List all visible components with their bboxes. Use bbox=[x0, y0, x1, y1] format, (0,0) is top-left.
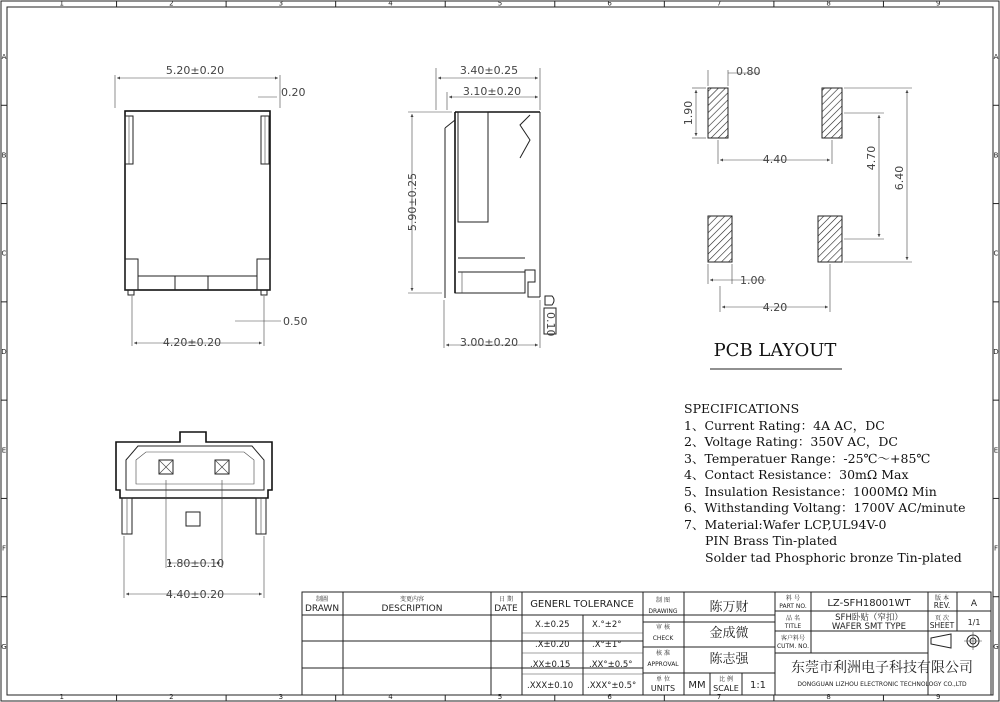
tolerance-angular: .XX°±0.5° bbox=[589, 660, 633, 670]
pcb-bottom-span-dim: 4.20 bbox=[762, 301, 788, 314]
drawn-label-cn: 制圖 bbox=[315, 596, 329, 603]
frame-col-label: 6 bbox=[607, 693, 612, 701]
frame-row-label: B bbox=[993, 151, 999, 160]
pcb-pad-height-dim: 1.90 bbox=[682, 100, 695, 126]
tolerance-angular: .XXX°±0.5° bbox=[587, 681, 637, 691]
pcb-pad-width-dim: 0.80 bbox=[736, 65, 761, 78]
side-thickness-dim: 0.10 bbox=[544, 312, 557, 337]
customer-no-label: CUTM. NO. bbox=[776, 643, 810, 650]
spec-heading: SPECIFICATIONS bbox=[684, 401, 800, 416]
company-name-en: DONGGUAN LIZHOU ELECTRONIC TECHNOLOGY CO.,LTD bbox=[797, 681, 967, 688]
approval-name: 陈志强 bbox=[709, 652, 749, 667]
frame-col-label: 4 bbox=[388, 693, 393, 701]
spec-line: Solder tad Phosphoric bronze Tin-plated bbox=[705, 550, 962, 565]
product-title-en: WAFER SMT TYPE bbox=[831, 622, 907, 632]
check-label: CHECK bbox=[652, 635, 674, 642]
approval-label-cn: 核 准 bbox=[656, 650, 670, 657]
frame-row-label: E bbox=[1, 446, 7, 455]
frame-row-label: A bbox=[993, 53, 999, 62]
front-pin-span-dim: 4.20±0.20 bbox=[162, 336, 222, 349]
approval-label: APPROVAL bbox=[647, 661, 679, 668]
specifications bbox=[684, 401, 966, 565]
date-label-cn: 日 期 bbox=[499, 596, 513, 603]
frame-col-label: 9 bbox=[935, 693, 941, 701]
frame-col-label: 9 bbox=[935, 0, 941, 8]
description-label-cn: 变更内容 bbox=[399, 596, 425, 603]
rev-label-cn: 版 本 bbox=[935, 595, 949, 602]
frame-col-label: 2 bbox=[169, 693, 174, 701]
pcb-layout bbox=[682, 65, 912, 369]
sheet-label-cn: 页 次 bbox=[935, 615, 949, 622]
frame-col-label: 7 bbox=[716, 0, 722, 8]
units-label: UNITS bbox=[650, 684, 676, 693]
frame-row-label: G bbox=[993, 642, 999, 651]
tolerance-angular: X.°±2° bbox=[592, 620, 622, 630]
frame-col-label: 8 bbox=[826, 0, 831, 8]
pcb-small-pad-dim: 1.00 bbox=[740, 274, 765, 287]
frame-col-label: 2 bbox=[169, 0, 174, 8]
frame-col-label: 1 bbox=[59, 693, 65, 701]
title-label: TITLE bbox=[784, 623, 802, 630]
frame-row-label: A bbox=[1, 53, 7, 62]
projection-symbol-icon bbox=[931, 632, 982, 650]
frame-col-label: 3 bbox=[278, 0, 284, 8]
spec-line: 2、Voltage Rating：350V AC，DC bbox=[684, 434, 898, 449]
date-label: DATE bbox=[494, 604, 518, 614]
tolerance-linear: .X±0.20 bbox=[535, 640, 570, 650]
scale-label-cn: 比 例 bbox=[719, 676, 733, 683]
title-label-cn: 品 名 bbox=[786, 615, 800, 622]
spec-line: 5、Insulation Resistance：1000MΩ Min bbox=[684, 484, 937, 499]
side-inner-dim: 3.10±0.20 bbox=[462, 85, 522, 98]
frame-row-label: E bbox=[993, 446, 999, 455]
rev-label: REV. bbox=[933, 601, 951, 610]
frame-row-label: F bbox=[1, 544, 7, 553]
tolerance-linear: X.±0.25 bbox=[535, 620, 570, 630]
bottom-pitch-dim: 1.80±0.10 bbox=[165, 557, 225, 570]
drawing-label: DRAWING bbox=[648, 608, 678, 615]
spec-line: 3、Temperatuer Range：-25℃～+85℃ bbox=[684, 451, 931, 466]
frame-row-label: C bbox=[993, 249, 999, 258]
part-label-cn: 料 号 bbox=[786, 595, 800, 602]
description-label: DESCRIPTION bbox=[381, 604, 443, 614]
side-depth-dim: 3.40±0.25 bbox=[459, 64, 519, 77]
pcb-layout-title: PCB LAYOUT bbox=[713, 340, 837, 361]
bottom-overall-dim: 4.40±0.20 bbox=[165, 588, 225, 601]
spec-line: 6、Withstanding Voltang：1700V AC/minute bbox=[684, 500, 966, 515]
units-label-cn: 单 位 bbox=[656, 676, 670, 683]
sheet-label: SHEET bbox=[929, 621, 955, 630]
spec-line: PIN Brass Tin-plated bbox=[705, 533, 838, 548]
frame-row-label: D bbox=[1, 348, 7, 356]
tolerance-angular: .X°±1° bbox=[592, 640, 622, 650]
bottom-view bbox=[116, 432, 272, 601]
frame-col-label: 1 bbox=[59, 0, 65, 8]
tolerance-linear: .XX±0.15 bbox=[530, 660, 571, 670]
frame-col-label: 8 bbox=[826, 693, 831, 701]
front-slot-dim: 0.20 bbox=[281, 86, 306, 99]
side-view bbox=[406, 64, 557, 349]
frame-row-label: F bbox=[993, 544, 999, 553]
part-number: LZ-SFH18001WT bbox=[827, 598, 911, 609]
rev-value: A bbox=[970, 599, 978, 609]
frame-row-label: C bbox=[1, 249, 7, 258]
spec-line: 1、Current Rating：4A AC，DC bbox=[684, 418, 885, 433]
drawing-name: 陈万财 bbox=[709, 600, 749, 615]
front-view bbox=[115, 64, 308, 349]
customer-no-label-cn: 客户料号 bbox=[780, 635, 806, 642]
front-pin-width-dim: 0.50 bbox=[283, 315, 308, 328]
sheet-value: 1/1 bbox=[967, 618, 981, 627]
drawn-label: DRAWN bbox=[304, 604, 340, 614]
product-title-cn: SFH卧贴（窄扣） bbox=[835, 613, 903, 623]
part-label: PART NO. bbox=[779, 603, 807, 610]
frame-col-label: 3 bbox=[278, 693, 284, 701]
scale-label: SCALE bbox=[713, 684, 739, 693]
drawing-label-cn: 制 图 bbox=[656, 597, 670, 604]
units-value: MM bbox=[688, 680, 706, 691]
scale-value: 1:1 bbox=[749, 680, 767, 691]
tolerance-title: GENERL TOLERANCE bbox=[530, 599, 634, 610]
check-name: 金成微 bbox=[709, 626, 749, 641]
side-height-dim: 5.90±0.25 bbox=[406, 172, 419, 232]
front-width-dim: 5.20±0.20 bbox=[165, 64, 225, 77]
frame-col-label: 6 bbox=[607, 0, 612, 8]
pcb-outer-v-dim: 6.40 bbox=[893, 165, 906, 191]
pcb-top-span-dim: 4.40 bbox=[762, 153, 788, 166]
company-name-cn: 东莞市利洲电子科技有限公司 bbox=[791, 660, 973, 676]
frame-col-label: 7 bbox=[716, 693, 722, 701]
frame-row-label: D bbox=[993, 348, 999, 356]
pcb-inner-v-dim: 4.70 bbox=[865, 145, 878, 171]
title-block bbox=[302, 592, 991, 695]
tolerance-linear: .XXX±0.10 bbox=[527, 681, 574, 691]
frame-row-label: B bbox=[1, 151, 7, 160]
spec-line: 4、Contact Resistance：30mΩ Max bbox=[684, 467, 909, 482]
frame-col-label: 4 bbox=[388, 0, 393, 8]
frame-col-label: 5 bbox=[497, 693, 503, 701]
frame-row-label: G bbox=[1, 642, 7, 651]
spec-line: 7、Material:Wafer LCP,UL94V-0 bbox=[684, 517, 887, 532]
side-base-dim: 3.00±0.20 bbox=[459, 336, 519, 349]
check-label-cn: 审 核 bbox=[656, 624, 670, 631]
frame-col-label: 5 bbox=[497, 0, 503, 8]
